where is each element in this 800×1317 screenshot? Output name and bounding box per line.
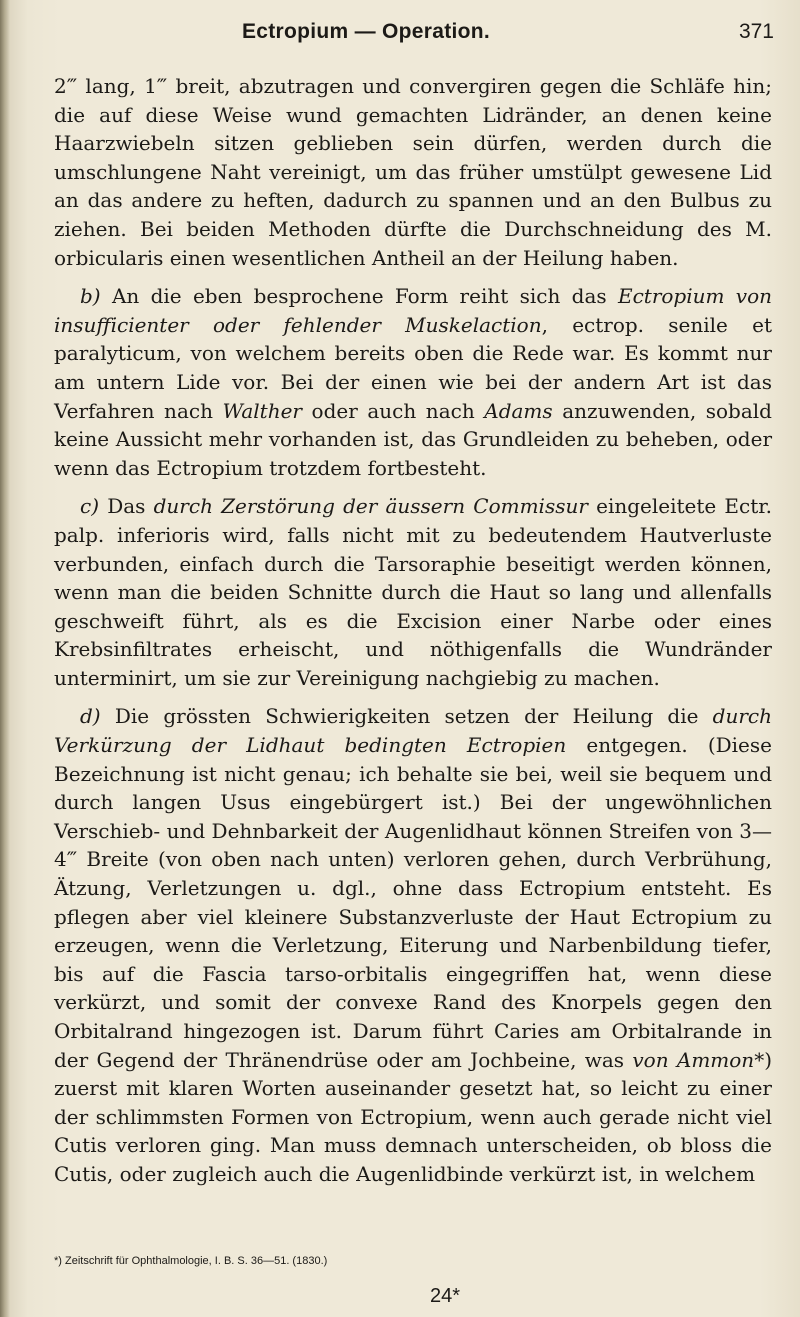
- text-segment: Die grössten Schwierigkeiten setzen der Heilung die: [114, 704, 713, 729]
- text-segment: oder auch nach: [301, 398, 485, 423]
- italic-text-segment: c): [80, 494, 108, 519]
- italic-text-segment: von Ammon: [632, 1047, 755, 1072]
- text-segment: eingeleitete Ectr. palp. inferioris wird, falls nicht mit zu bedeutendem Hautverluste verbunden, einfach durch die Tarsoraphie beseitigt werden können, wenn man die beiden Schnitte durch die Haut so lang und allenfalls geschweift führt, als es die Excision einer Narbe oder eines Krebsinfiltrates erheischt, und nöthigenfalls die Wundränder unterminirt, um sie zur Vereinigung nachgiebig zu machen.: [54, 494, 772, 690]
- printer-signature: 24*: [430, 1285, 461, 1307]
- body-text: [54, 72, 772, 1199]
- text-segment: *) zuerst mit klaren Worten auseinander gesetzt hat, so leicht zu einer der schlimmsten Formen von Ectropium, wenn auch gerade nicht viel Cutis verloren ging. Man muss demnach unterscheiden, ob bloss die Cutis, oder zugleich auch die Augenlidbinde verkürzt ist, in welchem: [54, 1047, 772, 1186]
- italic-text-segment: durch Zerstörung der äussern Commissur: [153, 494, 588, 519]
- text-segment: Das: [107, 494, 154, 519]
- paragraph: [54, 282, 772, 482]
- text-segment: 2‴ lang, 1‴ breit, abzutragen und convergiren gegen die Schläfe hin; die auf diese Weise wund gemachten Lidränder, an denen keine Haarzwiebeln sitzen geblieben sein dürfen, werden durch die umschlungene Naht vereinigt, um das früher umstülpt gewesene Lid an das andere zu heften, dadurch zu spannen und an den Bulbus zu ziehen. Bei beiden Methoden dürfte die Durchschneidung des M. orbicularis einen wesentlichen Antheil an der Heilung haben.: [54, 74, 772, 270]
- paragraph: [54, 492, 772, 692]
- footnote: *) Zeitschrift für Ophthalmologie, I. B. S. 36—51. (1830.): [54, 1255, 328, 1267]
- page-header: [0, 20, 800, 50]
- text-segment: An die eben besprochene Form reiht sich das: [111, 284, 618, 309]
- page-number: 371: [738, 20, 774, 43]
- text-segment: entgegen. (Diese Bezeichnung ist nicht genau; ich behalte sie bei, weil sie bequem und durch langen Usus eingebürgert ist.) Bei der ungewöhnlichen Verschieb- und Dehnbarkeit der Augenlidhaut können Streifen von 3—4‴ Breite (von oben nach unten) verloren gehen, durch Verbrühung, Ätzung, Verletzungen u. dgl., ohne dass Ectropium entsteht. Es pflegen aber viel kleinere Substanzverluste der Haut Ectropium zu erzeugen, wenn die Verletzung, Eiterung und Narbenbildung tiefer, bis auf die Fascia tarso-orbitalis eingegriffen hat, wenn diese verkürzt, und somit der convexe Rand des Knorpels gegen den Orbitalrand hingezogen ist. Darum führt Caries am Orbitalrande in der Gegend der Thränendrüse oder am Jochbeine, was: [54, 733, 772, 1072]
- paragraph: [54, 72, 772, 272]
- paragraph: [54, 702, 772, 1188]
- text-segment: , ectrop. senile et paralyticum, von welchem bereits oben die Rede war. Es kommt nur am untern Lide vor. Bei der einen wie bei der andern Art ist das Verfahren nach: [54, 312, 772, 423]
- italic-text-segment: Adams: [484, 398, 553, 423]
- text-segment: anzuwenden, sobald keine Aussicht mehr vorhanden ist, das Grundleiden zu beheben, oder wenn das Ectropium trotzdem fortbesteht.: [54, 398, 772, 480]
- italic-text-segment: durch Verkürzung der Lidhaut bedingten Ectropien: [54, 704, 772, 758]
- running-head: Ectropium — Operation.: [241, 20, 491, 43]
- italic-text-segment: d): [80, 704, 115, 729]
- italic-text-segment: Ectropium von insufficienter oder fehlender Muskelaction: [54, 284, 773, 337]
- italic-text-segment: b): [80, 284, 112, 309]
- italic-text-segment: Walther: [222, 398, 302, 423]
- book-spine-shadow: [0, 0, 10, 1317]
